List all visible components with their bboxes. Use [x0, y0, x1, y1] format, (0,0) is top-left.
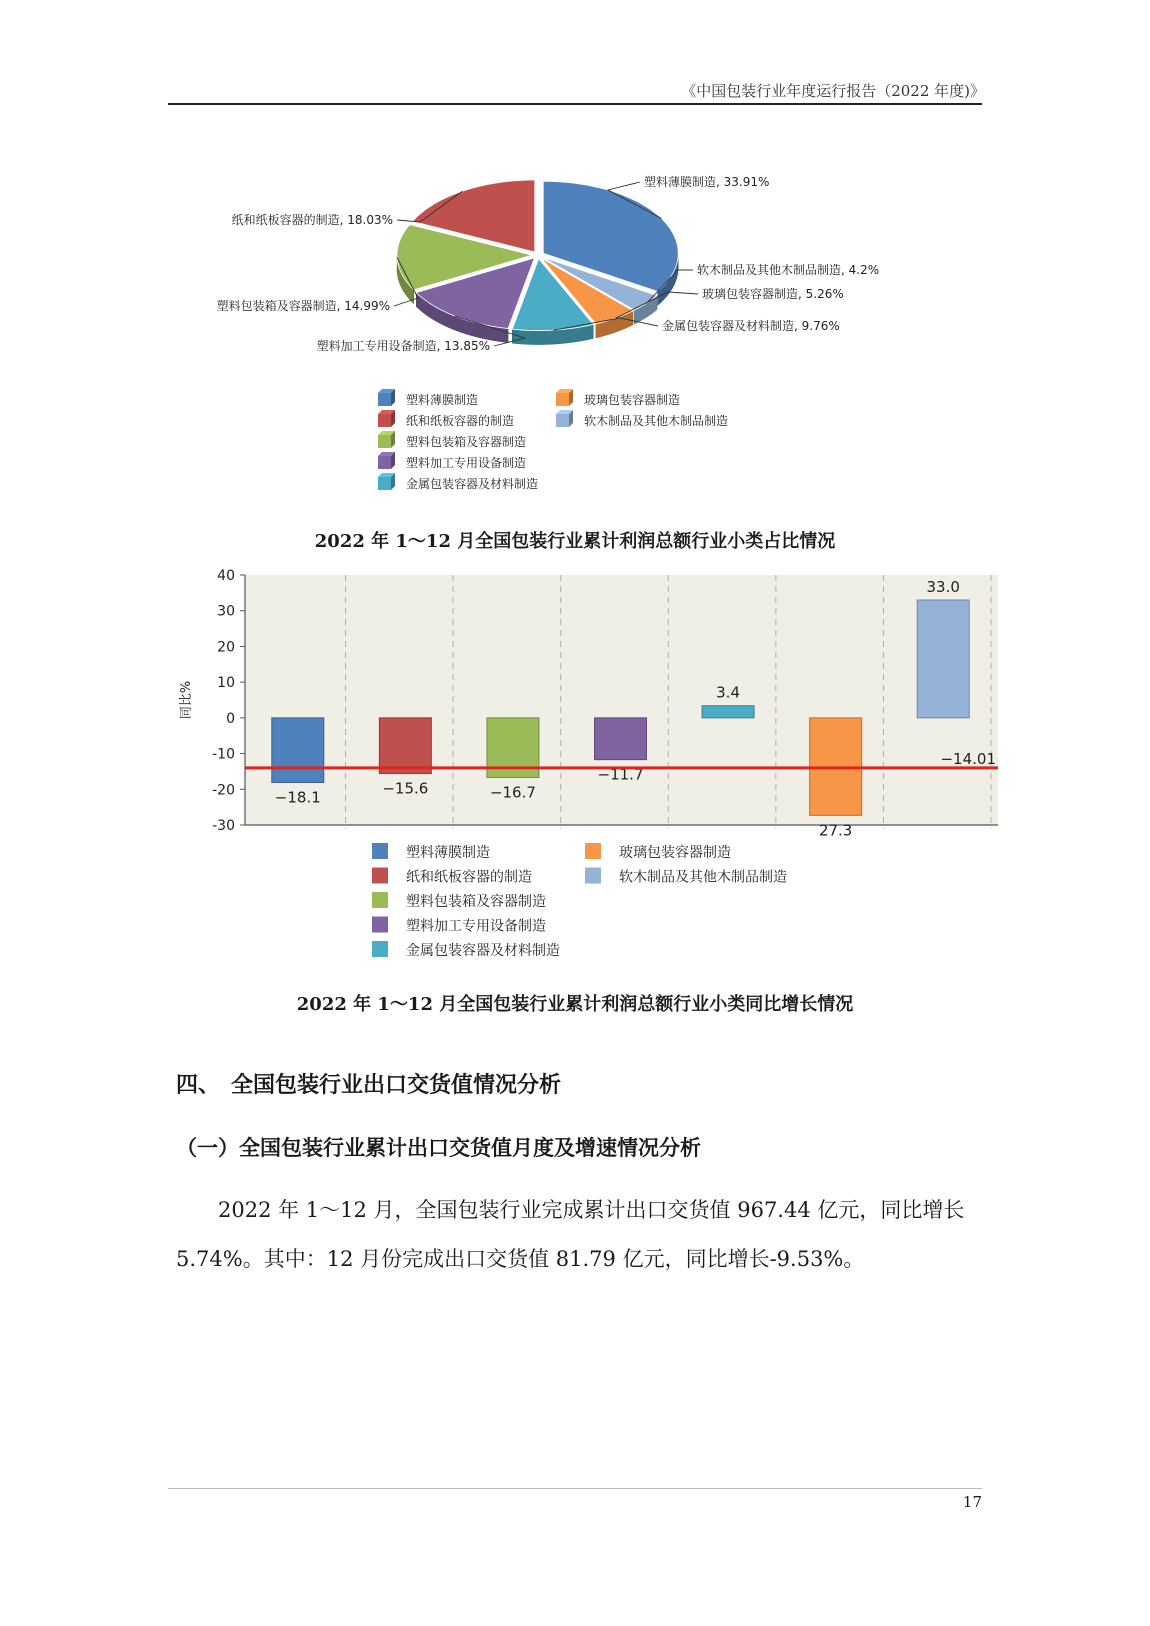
bar-value-label: 3.4	[716, 683, 741, 702]
legend-swatch	[378, 393, 391, 406]
legend-swatch	[585, 868, 601, 884]
pie-slice-label: 塑料薄膜制造, 33.91%	[644, 175, 770, 189]
legend-label: 塑料加工专用设备制造	[406, 918, 546, 935]
legend-swatch	[378, 477, 391, 490]
legend-label: 纸和纸板容器的制造	[406, 869, 532, 886]
bar	[272, 718, 324, 783]
y-tick-label: -30	[212, 818, 235, 834]
legend-label: 软木制品及其他木制品制造	[619, 869, 787, 886]
pie-chart-caption: 2022 年 1～12 月全国包装行业累计利润总额行业小类占比情况	[314, 531, 836, 552]
legend-label: 塑料包装箱及容器制造	[406, 894, 546, 910]
y-tick-label: 20	[217, 639, 235, 656]
y-tick-label: -10	[212, 746, 235, 763]
footer-rule	[168, 1488, 982, 1489]
pie-slice-label: 软木制品及其他木制品制造, 4.2%	[697, 263, 880, 277]
page-header-title: 《中国包装行业年度运行报告（2022 年度)》	[681, 82, 985, 100]
pie-slice-label: 塑料包装箱及容器制造, 14.99%	[216, 299, 390, 313]
reference-line-label: −14.01	[940, 749, 996, 768]
bar	[595, 718, 647, 760]
y-tick-label: 40	[217, 568, 235, 584]
legend-swatch	[378, 456, 391, 469]
legend-swatch	[378, 414, 391, 427]
legend-label: 金属包装容器及材料制造	[406, 943, 560, 959]
header-rule	[168, 103, 982, 105]
pie-slice-label: 纸和纸板容器的制造, 18.03%	[231, 213, 393, 227]
legend-label: 玻璃包装容器制造	[584, 393, 681, 407]
bar-value-label: −16.7	[489, 783, 536, 802]
bar-value-label: −18.1	[274, 788, 321, 807]
section-heading: 四、 全国包装行业出口交货值情况分析	[176, 1072, 562, 1098]
bar	[702, 706, 754, 718]
pie-slice-label: 金属包装容器及材料制造, 9.76%	[662, 319, 840, 333]
y-tick-label: 30	[217, 603, 235, 620]
legend-swatch	[372, 843, 388, 859]
bar	[917, 600, 969, 718]
legend-swatch	[378, 435, 391, 448]
pie-slice-label: 玻璃包装容器制造, 5.26%	[702, 287, 844, 301]
subsection-heading: （一）全国包装行业累计出口交货值月度及增速情况分析	[176, 1135, 701, 1160]
legend-label: 塑料薄膜制造	[406, 393, 479, 407]
pie-chart	[0, 150, 1150, 520]
legend-swatch	[372, 892, 388, 908]
legend-swatch	[372, 941, 388, 957]
bar	[379, 718, 431, 774]
body-paragraph: 2022 年 1～12 月，全国包装行业完成累计出口交货值 967.44 亿元，同比增长 5.74%。其中：12 月份完成出口交货值 81.79 亿元，同比增长-9.53%。	[176, 1198, 965, 1271]
legend-label: 塑料加工专用设备制造	[406, 456, 527, 470]
bar-chart	[0, 560, 1150, 975]
legend-label: 塑料薄膜制造	[406, 845, 490, 861]
bar-chart-caption: 2022 年 1～12 月全国包装行业累计利润总额行业小类同比增长情况	[296, 994, 854, 1015]
y-axis-label: 同比%	[179, 680, 194, 720]
legend-label: 塑料包装箱及容器制造	[406, 435, 527, 449]
y-tick-label: 0	[226, 710, 235, 727]
plot-area	[245, 575, 998, 825]
legend-swatch	[556, 414, 569, 427]
y-tick-label: -20	[212, 782, 235, 799]
y-tick-label: 10	[217, 675, 235, 692]
legend-swatch	[372, 917, 388, 933]
legend-label: 玻璃包装容器制造	[619, 845, 731, 861]
bar-value-label: 33.0	[926, 578, 960, 596]
legend-swatch	[372, 868, 388, 884]
bar-value-label: −11.7	[597, 765, 644, 784]
page-number: 17	[962, 1493, 982, 1511]
legend-label: 金属包装容器及材料制造	[406, 477, 539, 491]
pie-slice-label: 塑料加工专用设备制造, 13.85%	[316, 339, 490, 353]
legend-swatch	[556, 393, 569, 406]
legend-label: 纸和纸板容器的制造	[406, 414, 515, 428]
legend-label: 软木制品及其他木制品制造	[584, 414, 729, 428]
bar-value-label: 27.3	[818, 821, 853, 840]
legend-swatch	[585, 843, 601, 859]
bar-value-label: −15.6	[382, 779, 429, 798]
